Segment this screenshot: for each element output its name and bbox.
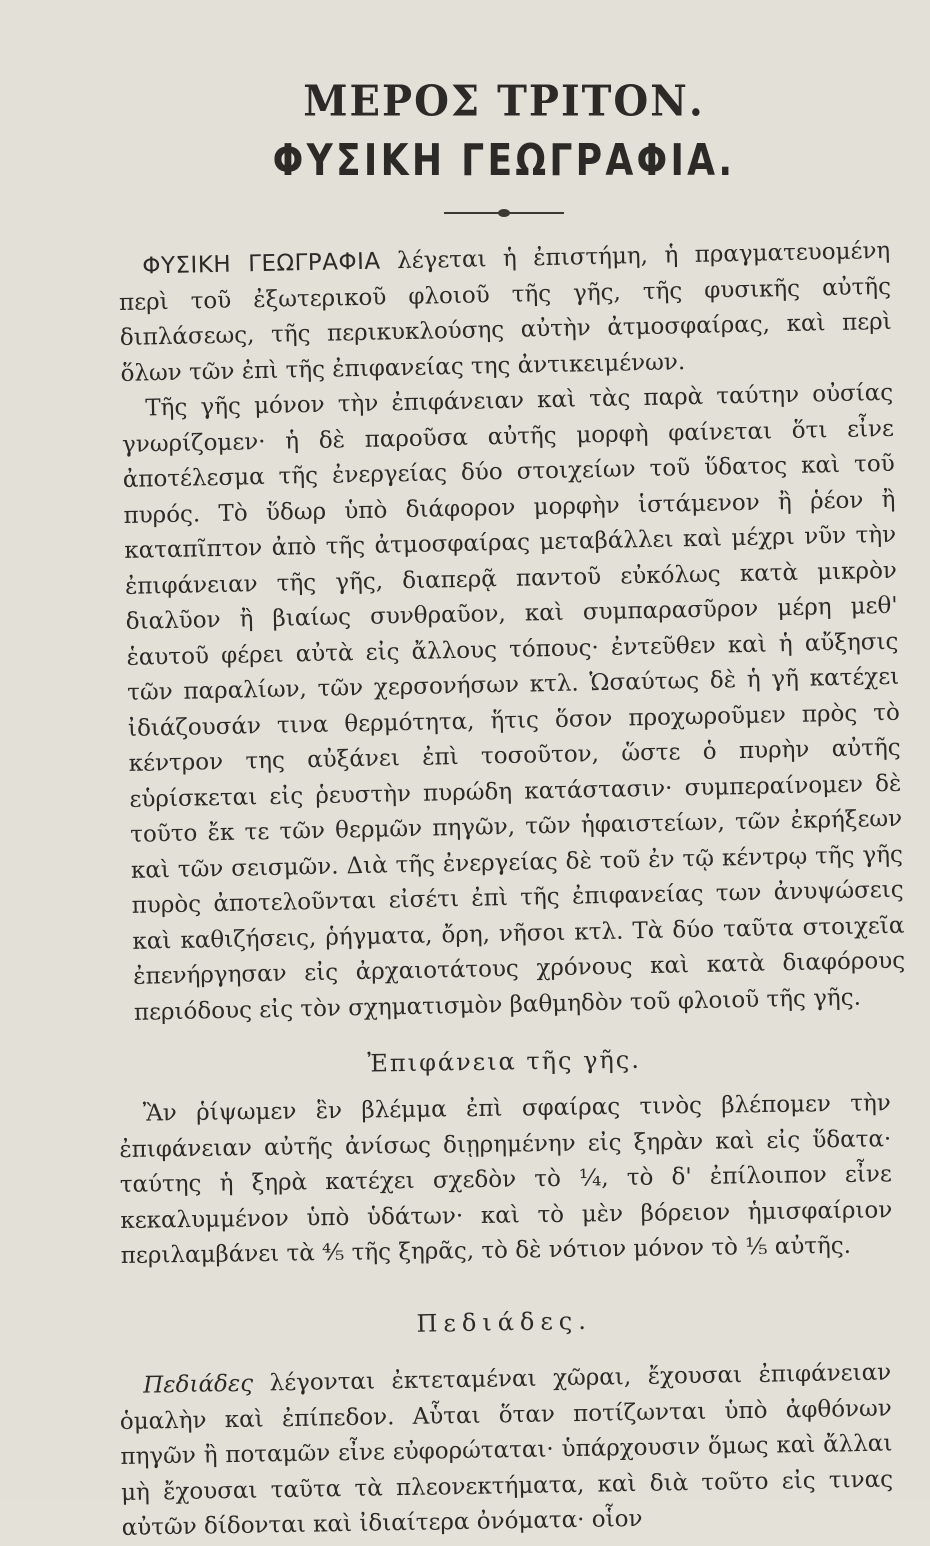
main-title: ΦΥΣΙΚΗ ΓΕΩΓΡΑΦΙΑ. [272,135,736,186]
paragraph-lead: ΦΥΣΙΚΗ ΓΕΩΓΡΑΦΙΑ [142,248,381,280]
part-title: ΜΕΡΟΣ ΤΡΙΤΟΝ. [303,76,705,127]
paragraph-definition [118,234,893,392]
paragraph-text: λέγεται ἡ ἐπιστήμη, ἡ πραγματευομένη περὶ τοῦ ἐξωτερικοῦ φλοιοῦ τῆς γῆς, τῆς φυσικῆς αὐτῆς διπλάσεως, τῆς περικυκλούσης αὐτὴν ἀτμοσφαίρας, καὶ περὶ ὅλων τῶν ἐπὶ τῆς ἐπιφανείας της ἀντικειμένων. [118,237,892,387]
section-plains [118,1301,894,1546]
paragraph-text-plains: λέγονται ἐκτεταμέναι χῶραι, ἔχουσαι ἐπιφάνειαν ὁμαλὴν καὶ ἐπίπεδον. Αὗται ὅταν ποτίζωνται ὑπὸ ἀφθόνων πηγῶν ἢ ποταμῶν εἶνε εὐφορώταται· ὑπάρχουσιν ὅμως καὶ ἄλλαι μὴ ἔχουσαι ταῦτα τὰ πλεονεκτήματα, καὶ διὰ τοῦτο εἰς τινας αὐτῶν δίδονται καὶ ἰδιαίτερα ὀνόματα· οἷον [119,1359,894,1541]
paragraph-plains [119,1355,894,1546]
section-heading-surface: Ἐπιφάνεια τῆς γῆς. [367,1045,642,1078]
section-earth-surface [118,1042,893,1274]
paragraph-surface: Ἂν ῥίψωμεν ἓν βλέμμα ἐπὶ σφαίρας τινὸς βλέπομεν τὴν ἐπιφάνειαν αὐτῆς ἀνίσως διῃρημένην εἰς ξηρὰν καὶ εἰς ὕδατα· ταύτης ἡ ξηρὰ κατέχει σχεδὸν τὸ ¼, τὸ δ' ἐπίλοιπον εἶνε κεκαλυμμένον ὑπὸ ὑδάτων· καὶ τὸ μὲν βόρειον ἡμισφαίριον περιλαμβάνει τὰ ⅘ τῆς ξηρᾶς, τὸ δὲ νότιον μόνον τὸ ⅕ αὐτῆς. [119,1090,893,1269]
paragraph-elements: Τῆς γῆς μόνον τὴν ἐπιφάνειαν καὶ τὰς παρὰ ταύτην οὐσίας γνωρίζομεν· ἡ δὲ παροῦσα αὐτῆς μορφὴ φαίνεται ὅτι εἶνε ἀποτέλεσμα τῆς ἐνεργείας δύο στοιχείων τοῦ ὕδατος καὶ τοῦ πυρός. Τὸ ὕδωρ ὑπὸ διάφορον μορφὴν ἱστάμενον ἢ ῥέον ἢ καταπῖπτον ἀπὸ τῆς ἀτμοσφαίρας μεταβάλλει καὶ μέχρι νῦν τὴν ἐπιφάνειαν τῆς γῆς, διαπερᾷ παντοῦ εὐκόλως κατὰ μικρὸν διαλῦον ἢ βιαίως συνθραῦον, καὶ συμπαρασῦρον μέρη μεθ' ἑαυτοῦ φέρει αὐτὰ εἰς ἄλλους τόπους· ἐντεῦθεν καὶ ἡ αὔξησις τῶν παραλίων, τῶν χερσονήσων κτλ. Ὡσαύτως δὲ ἡ γῆ κατέχει ἰδιάζουσάν τινα θερμότητα, ἥτις ὅσον προχωροῦμεν πρὸς τὸ κέντρον της αὐξάνει ἐπὶ τοσοῦτον, ὥστε ὁ πυρὴν αὐτῆς εὑρίσκεται εἰς ῥευστὴν πυρώδη κατάστασιν· συμπεραίνομεν δὲ τοῦτο ἔκ τε τῶν θερμῶν πηγῶν, τῶν ἡφαιστείων, τῶν ἐκρήξεων καὶ τῶν σεισμῶν. Διὰ τῆς ἐνεργείας δὲ τοῦ ἐν τῷ κέντρῳ τῆς γῆς πυρὸς ἀποτελοῦνται εἰσέτι ἐπὶ τῆς ἐπιφανείας των ἀνυψώσεις καὶ καθιζήσεις, ῥήγματα, ὄρη, νῆσοι κτλ. Τὰ δύο ταῦτα στοιχεῖα ἐπενήργησαν εἰς ἀρχαιοτάτους χρόνους καὶ κατὰ διαφόρους περιόδους εἰς τὸν σχηματισμὸν βαθμηδὸν τοῦ φλοιοῦ τῆς γῆς. [121,379,906,1026]
section-physical-geography [118,234,906,1031]
paragraph-lead-plains: Πεδιάδες [143,1370,254,1399]
section-heading-plains: Πεδιάδες. [416,1306,593,1338]
ornamental-rule [444,212,564,214]
